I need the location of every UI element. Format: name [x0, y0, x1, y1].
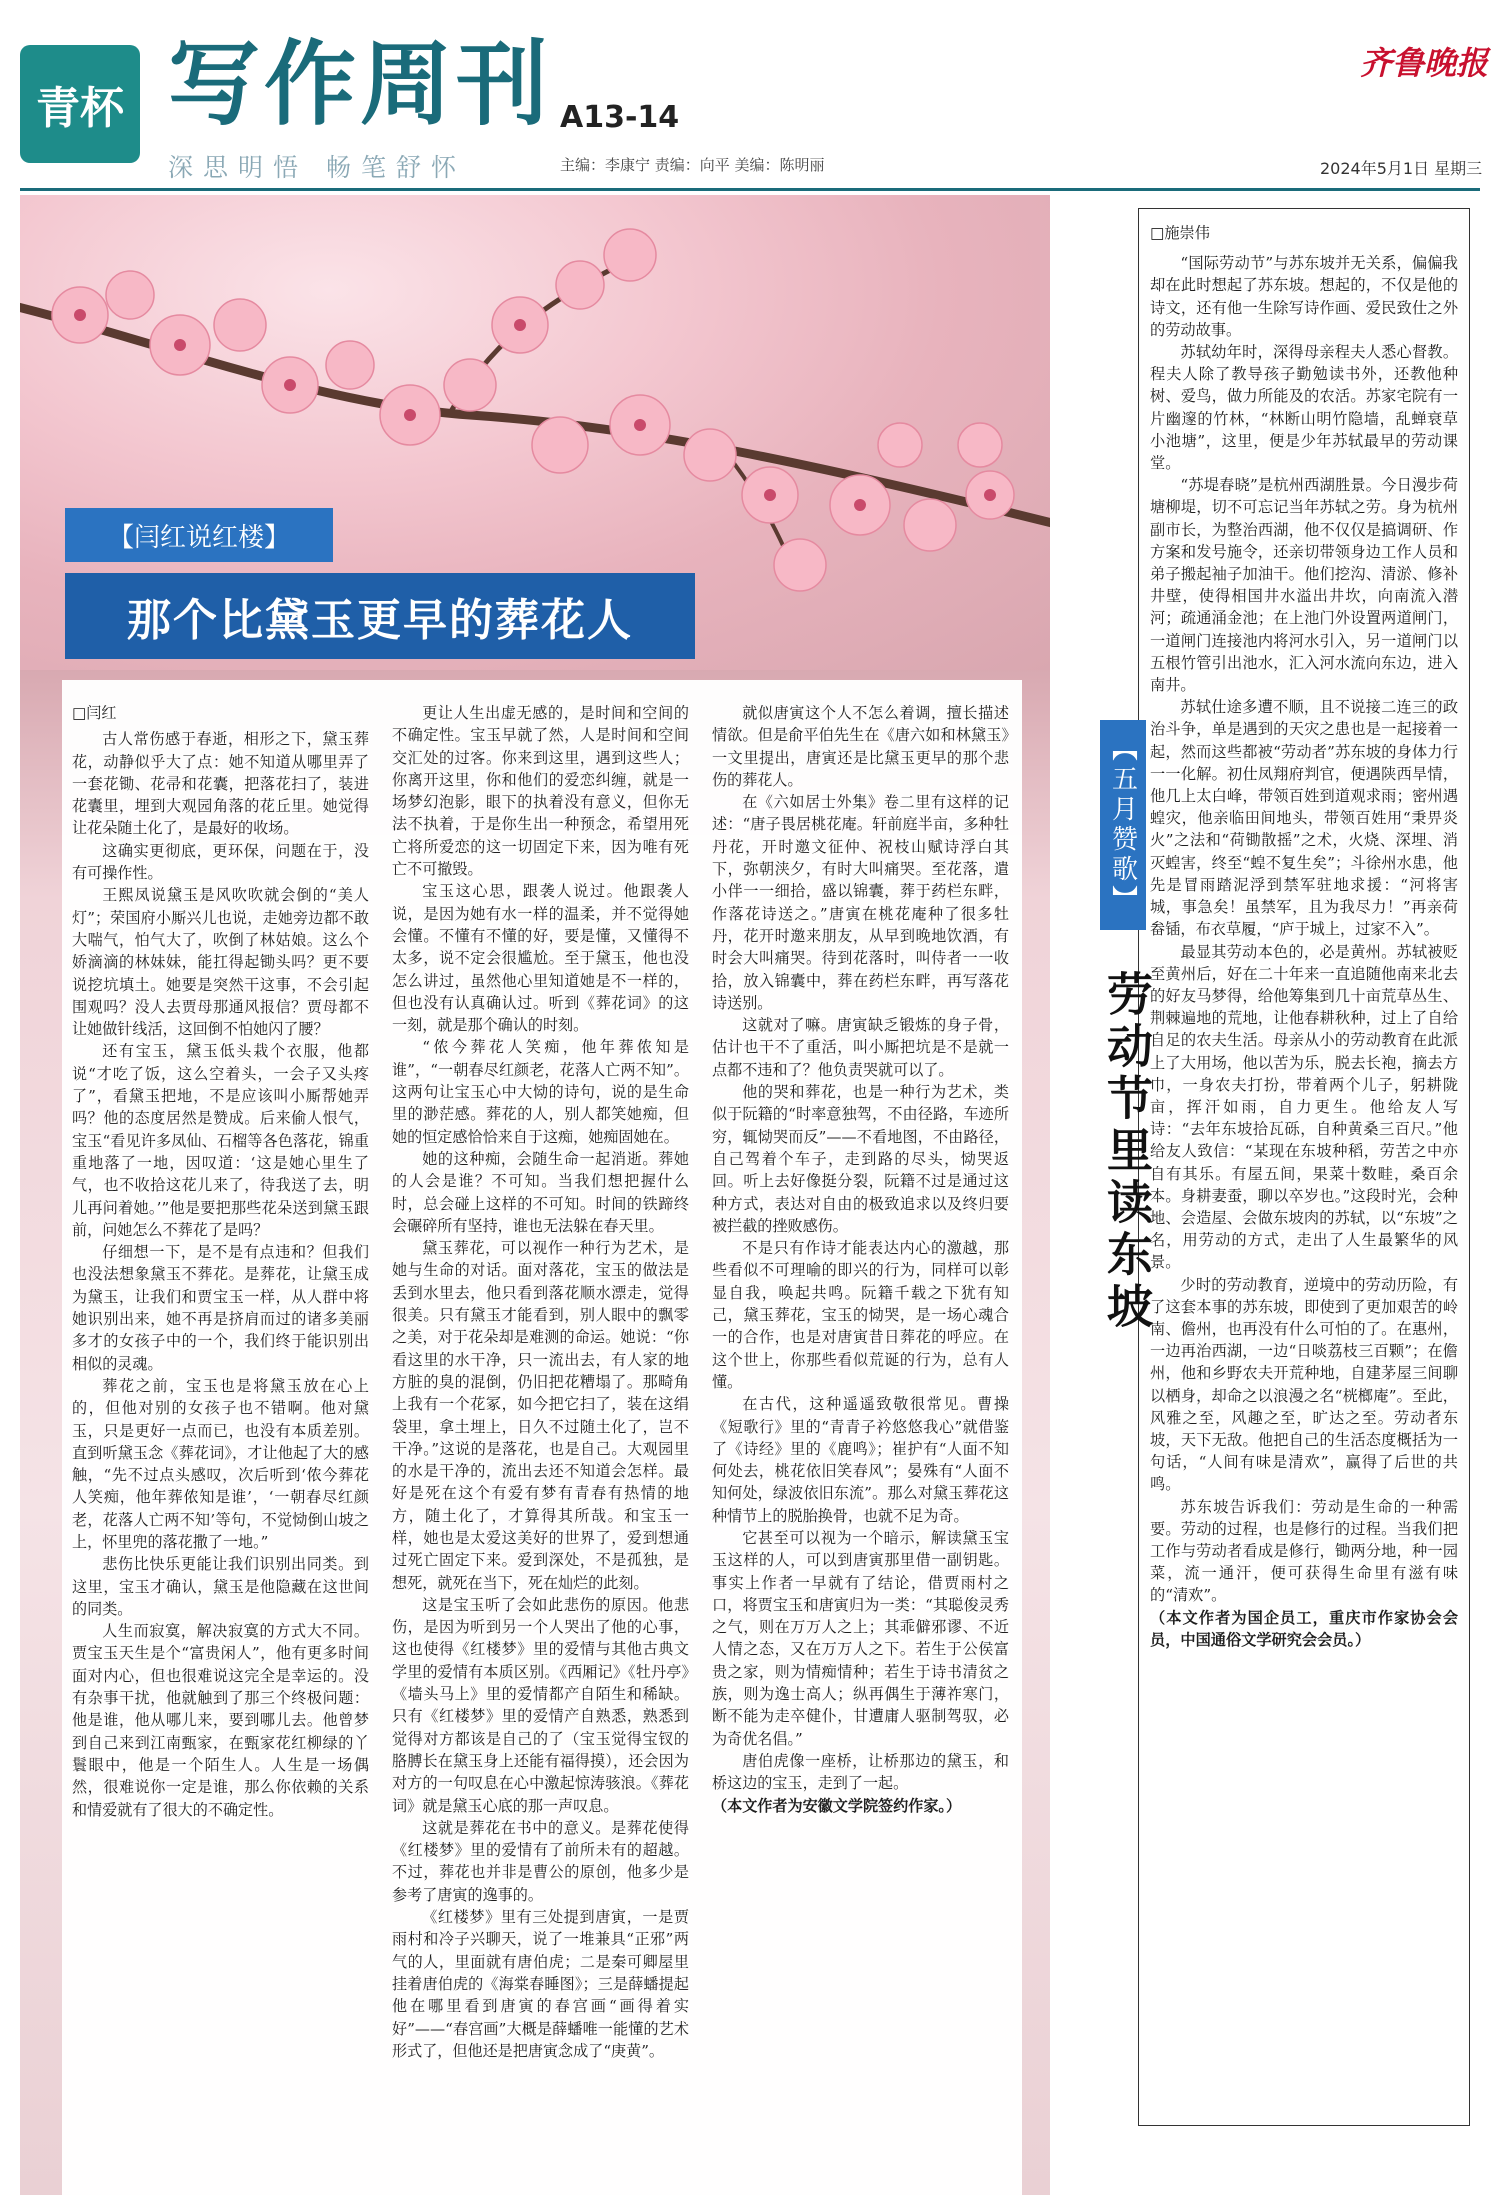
- article-paragraph: “侬今葬花人笑痴，他年葬侬知是谁”，“一朝春尽红颜老，花落人亡两不知”。这两句让宝玉心中大恸的诗句，说的是生命里的渺茫感。葬花的人，别人都笑她痴，但她的恒定感恰恰来自于这痴，她痴固她在。: [392, 1038, 689, 1146]
- side-paragraph: 苏轼仕途多遭不顺，且不说接二连三的政治斗争，单是遇到的天灾之患也是一起接着一起，然而这些都被“劳动者”苏东坡的身体力行一一化解。初仕凤翔府判官，便遇陕西旱情，他几上太白峰，带领百姓到道观求雨；密州遇蝗灾，他亲临田间地头，带领百姓用“秉畀炎火”之法和“荷锄散摇”之术，火烧、深埋、消灭蝗害，终至“蝗不复生矣”；斗徐州水患，他先是冒雨踏泥浮到禁军驻地求援：“河将害城，事急矣！虽禁军，且为我尽力！”再亲荷畚锸，布衣草履，“庐于城上，过家不入”。: [1150, 698, 1458, 939]
- header-divider: [20, 188, 1480, 191]
- article-paragraph: 在古代，这种遥遥致敬很常见。曹操《短歌行》里的“青青子衿悠悠我心”就借鉴了《诗经》里的《鹿鸣》；崔护有“人面不知何处去，桃花依旧笑春风”；晏殊有“人面不知何处，绿波依旧东流”。那么对黛玉葬花这种情节上的脱胎换骨，也就不足为奇。: [712, 1395, 1009, 1525]
- article-paragraph: 黛玉葬花，可以视作一种行为艺术，是她与生命的对话。面对落花，宝玉的做法是丢到水里去，他只看到落花顺水漂走，觉得很美。只有黛玉才能看到，别人眼中的飘零之美，对于花朵却是难测的命运。她说：“你看这里的水干净，只一流出去，有人家的地方脏的臭的混倒，仍旧把花糟塌了。那畸角上我有一个花冢，如今把它扫了，装在这绢袋里，拿土埋上，日久不过随土化了，岂不干净。”这说的是落花，也是自己。大观园里的水是干净的，流出去还不知道会怎样。最好是死在这个有爱有梦有青春有热情的地方，随土化了，才算得其所哉。和宝玉一样，她也是太爱这美好的世界了，爱到想通过死亡固定下来。爱到深处，不是孤独，是想死，就死在当下，死在灿烂的此刻。: [392, 1239, 689, 1592]
- article-paragraph: 宝玉这心思，跟袭人说过。他跟袭人说，是因为她有水一样的温柔，并不觉得她会懂。不懂有不懂的好，要是懂，又懂得不太多，说不定会很尴尬。至于黛玉，他也没怎么讲过，虽然他心里知道她是不一样的，但也没有认真确认过。听到《葬花词》的这一刻，就是那个确认的时刻。: [392, 882, 689, 1035]
- side-series-tag: 【五月赞歌】: [1100, 720, 1146, 930]
- section-tagline: 深思明悟 畅笔舒怀: [168, 153, 466, 182]
- article-paragraph: 这是宝玉听了会如此悲伤的原因。他悲伤，是因为听到另一个人哭出了他的心事，这也使得《红楼梦》里的爱情与其他古典文学里的爱情有本质区别。《西厢记》《牡丹亭》《墙头马上》里的爱情都产自陌生和稀缺。只有《红楼梦》里的爱情产自熟悉，熟悉到觉得对方都该是自己的了（宝玉觉得宝钗的胳膊长在黛玉身上还能有福得摸），还会因为对方的一句叹息在心中激起惊涛骇浪。《葬花词》就是黛玉心底的那一声叹息。: [392, 1595, 689, 1815]
- page-number: A13-14: [560, 100, 680, 135]
- article-paragraph: 不是只有作诗才能表达内心的激越，那些看似不可理喻的即兴的行为，同样可以彰显自我，唤起共鸣。阮籍千载之下犹有知己，黛玉葬花，宝玉的恸哭，是一场心魂合一的合作，也是对唐寅昔日葬花的呼应。在这个世上，你那些看似荒诞的行为，总有人懂。: [712, 1239, 1009, 1391]
- section-logo: 青杯: [20, 45, 140, 163]
- article-paragraph: 悲伤比快乐更能让我们识别出同类。到这里，宝玉才确认，黛玉是他隐藏在这世间的同类。: [72, 1555, 369, 1618]
- article-paragraph: 葬花之前，宝玉也是将黛玉放在心上的，但他对别的女孩子也不错啊。他对黛玉，只是更好一点而已，也没有本质差别。直到听黛玉念《葬花词》，才让他起了大的感触，“先不过点头感叹，次后听到‘侬今葬花人笑痴，他年葬侬知是谁’，‘一朝春尽红颜老，花落人亡两不知’等句，不觉恸倒山坡之上，怀里兜的落花撒了一地。”: [72, 1376, 369, 1551]
- side-article-title: 劳动节里读东坡: [1100, 970, 1154, 1334]
- side-article: [1150, 222, 1458, 1651]
- article-paragraph: 唐伯虎像一座桥，让桥那边的黛玉，和桥这边的宝玉，走到了一起。: [712, 1751, 1009, 1793]
- side-paragraph: 少时的劳动教育，逆境中的劳动历险，有了这套本事的苏东坡，即使到了更加艰苦的岭南、儋州，也再没有什么可怕的了。在惠州，一边再治西湖，一边“日啖荔枝三百颗”；在儋州，他和乡野农夫开荒种地，自建茅屋三间聊以栖身，却命之以浪漫之名“桄榔庵”。至此，风雅之至，风趣之至，旷达之至。劳动者东坡，天下无敌。他把自己的生活态度概括为一句话，“人间有味是清欢”，赢得了后世的共鸣。: [1150, 1275, 1458, 1494]
- article-paragraph: 他的哭和葬花，也是一种行为艺术，类似于阮籍的“时率意独驾，不由径路，车迹所穷，辄恸哭而反”——不看地图，不由路径，自己驾着个车子，走到路的尽头，恸哭返回。听上去好像挺分裂，阮籍不过是通过这种方式，表达对自由的极致追求以及终归要被拦截的挫败感伤。: [712, 1083, 1009, 1235]
- editor-credits: 主编：李康宁 责编：向平 美编：陈明丽: [560, 156, 825, 174]
- article-paragraph: 这确实更彻底，更环保，问题在于，没有可操作性。: [72, 841, 369, 883]
- main-article: [62, 680, 1022, 2195]
- article-paragraph: 更让人生出虚无感的，是时间和空间的不确定性。宝玉早就了然，人是时间和空间交汇处的过客。你来到这里，遇到这些人；你离开这里，你和他们的爱恋纠缠，就是一场梦幻泡影，眼下的执着没有意义，但你无法不执着，于是你生出一种预念，希望用死亡将所爱恋的这一切固定下来，因为唯有死亡不可撤毁。: [392, 704, 689, 879]
- side-paragraph: “苏堤春晓”是杭州西湖胜景。今日漫步荷塘柳堤，切不可忘记当年苏轼之劳。身为杭州副市长，为整治西湖，他不仅仅是搞调研、作方案和发号施令，还亲切带领身边工作人员和弟子搬起袖子加油干。他们挖沟、清淤、修补井壁，使得相国井水溢出井坎，向南流入潜河；疏通涌金池；在上池门外设置两道闸门，一道闸门连接池内将河水引入，另一道闸门以五根竹管引出池水，汇入河水流向东边，进入南井。: [1150, 476, 1458, 695]
- article-column-1: [72, 702, 369, 1821]
- issue-date: 2024年5月1日 星期三: [1320, 159, 1483, 178]
- article-paragraph: 王熙凤说黛玉是风吹吹就会倒的“美人灯”；荣国府小厮兴儿也说，走她旁边都不敢大喘气，怕气大了，吹倒了林姑娘。这么个娇滴滴的林妹妹，能扛得起锄头吗？更不要说挖坑填土。她要是突然干这事，不会引起围观吗？没人去贾母那通风报信？贾母都不让她做针线活，这回倒不怕她闪了腰？: [72, 886, 369, 1039]
- side-paragraph: 苏东坡告诉我们：劳动是生命的一种需要。劳动的过程，也是修行的过程。当我们把工作与劳动者看成是修行，锄两分地，种一园菜，流一通汗，便可获得生命里有滋有味的“清欢”。: [1150, 1497, 1458, 1605]
- side-paragraph: 苏轼幼年时，深得母亲程夫人悉心督教。程夫人除了教导孩子勤勉读书外，还教他种树、爱鸟，做力所能及的农活。苏家宅院有一片幽邃的竹林，“林断山明竹隐墙，乱蝉衰草小池塘”，这里，便是少年苏轼最早的劳动课堂。: [1150, 343, 1458, 473]
- article-paragraph: 她的这种痴，会随生命一起消逝。葬她的人会是谁？不可知。当我们想把握什么时，总会碰上这样的不可知。时间的铁蹄终会碾碎所有坚持，谁也无法躲在春天里。: [392, 1149, 689, 1235]
- article-paragraph: 这就对了嘛。唐寅缺乏锻炼的身子骨，估计也干不了重活，叫小厮把坑是不是就一点都不违和了？他负责哭就可以了。: [712, 1016, 1009, 1079]
- section-title: 写作周刊: [168, 31, 553, 138]
- article-headline: 那个比黛玉更早的葬花人: [65, 573, 695, 659]
- article-paragraph: 还有宝玉，黛玉低头栽个衣服，他都说“才吃了饭，这么空着头，一会子又头疼了”，看黛玉把地，不是应该叫小厮帮她弄吗？他的态度居然是赞成。后来偷人恨气，宝玉“看见许多凤仙、石榴等各色落花，锦重重地落了一地，因叹道：‘这是她心里生了气，也不收拾这花儿来了，待我送了去，明儿再问着她。’”他是要把那些花朵送到黛玉跟前，问她怎么不葬花了是吗？: [72, 1042, 369, 1239]
- side-paragraph: 最显其劳动本色的，必是黄州。苏轼被贬至黄州后，好在二十年来一直追随他南来北去的好友马梦得，给他筹集到几十亩荒草丛生、荆棘遍地的荒地，让他春耕秋种，过上了自给自足的农夫生活。母亲从小的劳动教育在此派上了大用场，他以苦为乐，脱去长袍，摘去方巾，一身农夫打扮，带着两个儿子，躬耕陇亩，挥汗如雨，自力更生。他给友人写诗：“去年东坡拾瓦砾，自种黄桑三百尺。”他给友人致信：“某现在东坡种稻，劳苦之中亦自有其乐。有屋五间，果菜十数畦，桑百余本。身耕妻蚕，聊以卒岁也。”这段时光，会种地、会造屋、会做东坡肉的苏轼，以“东坡”之名，用劳动的方式，走出了人生最繁华的风景。: [1150, 942, 1458, 1272]
- article-paragraph: 古人常伤感于春逝，相形之下，黛玉葬花，动静似乎大了点：她不知道从哪里弄了一套花锄、花帚和花囊，把落花扫了，装进花囊里，埋到大观园角落的花丘里。她觉得让花朵随土化了，是最好的收场。: [72, 730, 369, 838]
- article-paragraph: 《红楼梦》里有三处提到唐寅，一是贾雨村和冷子兴聊天，说了一堆兼具“正邪”两气的人，里面就有唐伯虎；二是秦可卿屋里挂着唐伯虎的《海棠春睡图》；三是薛蟠提起他在哪里看到唐寅的春宫画“画得着实好”——“春宫画”大概是薛蟠唯一能懂的艺术形式了，但他还是把唐寅念成了“庚黄”。: [392, 1908, 689, 2060]
- side-article-byline: □施崇伟: [1150, 224, 1210, 242]
- article-column-3: [712, 702, 1009, 1817]
- article-paragraph: 就似唐寅这个人不怎么着调，擅长描述情欲。但是俞平伯先生在《唐六如和林黛玉》一文里提出，唐寅还是比黛玉更早的那个悲伤的葬花人。: [712, 704, 1009, 789]
- article-column-2: [392, 702, 689, 2062]
- article-paragraph: 在《六如居士外集》卷二里有这样的记述：“唐子畏居桃花庵。轩前庭半亩，多种牡丹花，开时邀文征仲、祝枝山赋诗浮白其下，弥朝浃夕，有时大叫痛哭。至花落，遣小伴一一细拾，盛以锦囊，葬于药栏东畔，作落花诗送之。”唐寅在桃花庵种了很多牡丹，花开时邀来朋友，从早到晚地饮酒，有时会大叫痛哭。待到花落时，叫侍者一一收拾，放入锦囊中，葬在药栏东畔，再写落花诗送别。: [712, 793, 1009, 1012]
- article-byline: □闫红: [72, 704, 117, 722]
- article-paragraph: 仔细想一下，是不是有点违和？但我们也没法想象黛玉不葬花。是葬花，让黛玉成为黛玉，让我们和贾宝玉一样，从人群中将她识别出来，她不再是挤肩而过的诸多美丽多才的女孩子中的一个，我们终于能识别出相似的灵魂。: [72, 1243, 369, 1373]
- author-note: （本文作者为安徽文学院签约作家。）: [712, 1796, 962, 1815]
- article-paragraph: 人生而寂寞，解决寂寞的方式大不同。贾宝玉天生是个“富贵闲人”，他有更多时间面对内心，但也很难说这完全是幸运的。没有杂事干扰，他就触到了那三个终极问题：他是谁，他从哪儿来，要到哪儿去。他曾梦到自己来到江南甄家，在甄家花红柳绿的丫鬟眼中，他是一个陌生人。人生是一场偶然，很难说你一定是谁，那么你依赖的关系和情爱就有了很大的不确定性。: [72, 1622, 369, 1819]
- article-paragraph: 这就是葬花在书中的意义。是葬花使得《红楼梦》里的爱情有了前所未有的超越。不过，葬花也并非是曹公的原创，他多少是参考了唐寅的逸事的。: [392, 1818, 689, 1904]
- article-paragraph: 它甚至可以视为一个暗示，解读黛玉宝玉这样的人，可以到唐寅那里借一副钥匙。事实上作者一早就有了结论，借贾雨村之口，将贾宝玉和唐寅归为一类：“其聪俊灵秀之气，则在万万人之上；其乖僻邪谬、不近人情之态，又在万万人之下。若生于公侯富贵之家，则为情痴情种；若生于诗书清贫之族，则为逸士高人；纵再偶生于薄祚寒门，断不能为走卒健仆，甘遭庸人驱制驾驭，必为奇优名倡。”: [712, 1528, 1009, 1748]
- column-series-tag: 【闫红说红楼】: [65, 508, 333, 562]
- side-author-note: （本文作者为国企员工，重庆市作家协会会员，中国通俗文学研究会会员。）: [1150, 1608, 1458, 1649]
- newspaper-masthead-logo: 齐鲁晚报: [1360, 44, 1489, 82]
- side-paragraph: “国际劳动节”与苏东坡并无关系，偏偏我却在此时想起了苏东坡。想起的，不仅是他的诗文，还有他一生除写诗作画、爱民致仕之外的劳动故事。: [1150, 254, 1458, 339]
